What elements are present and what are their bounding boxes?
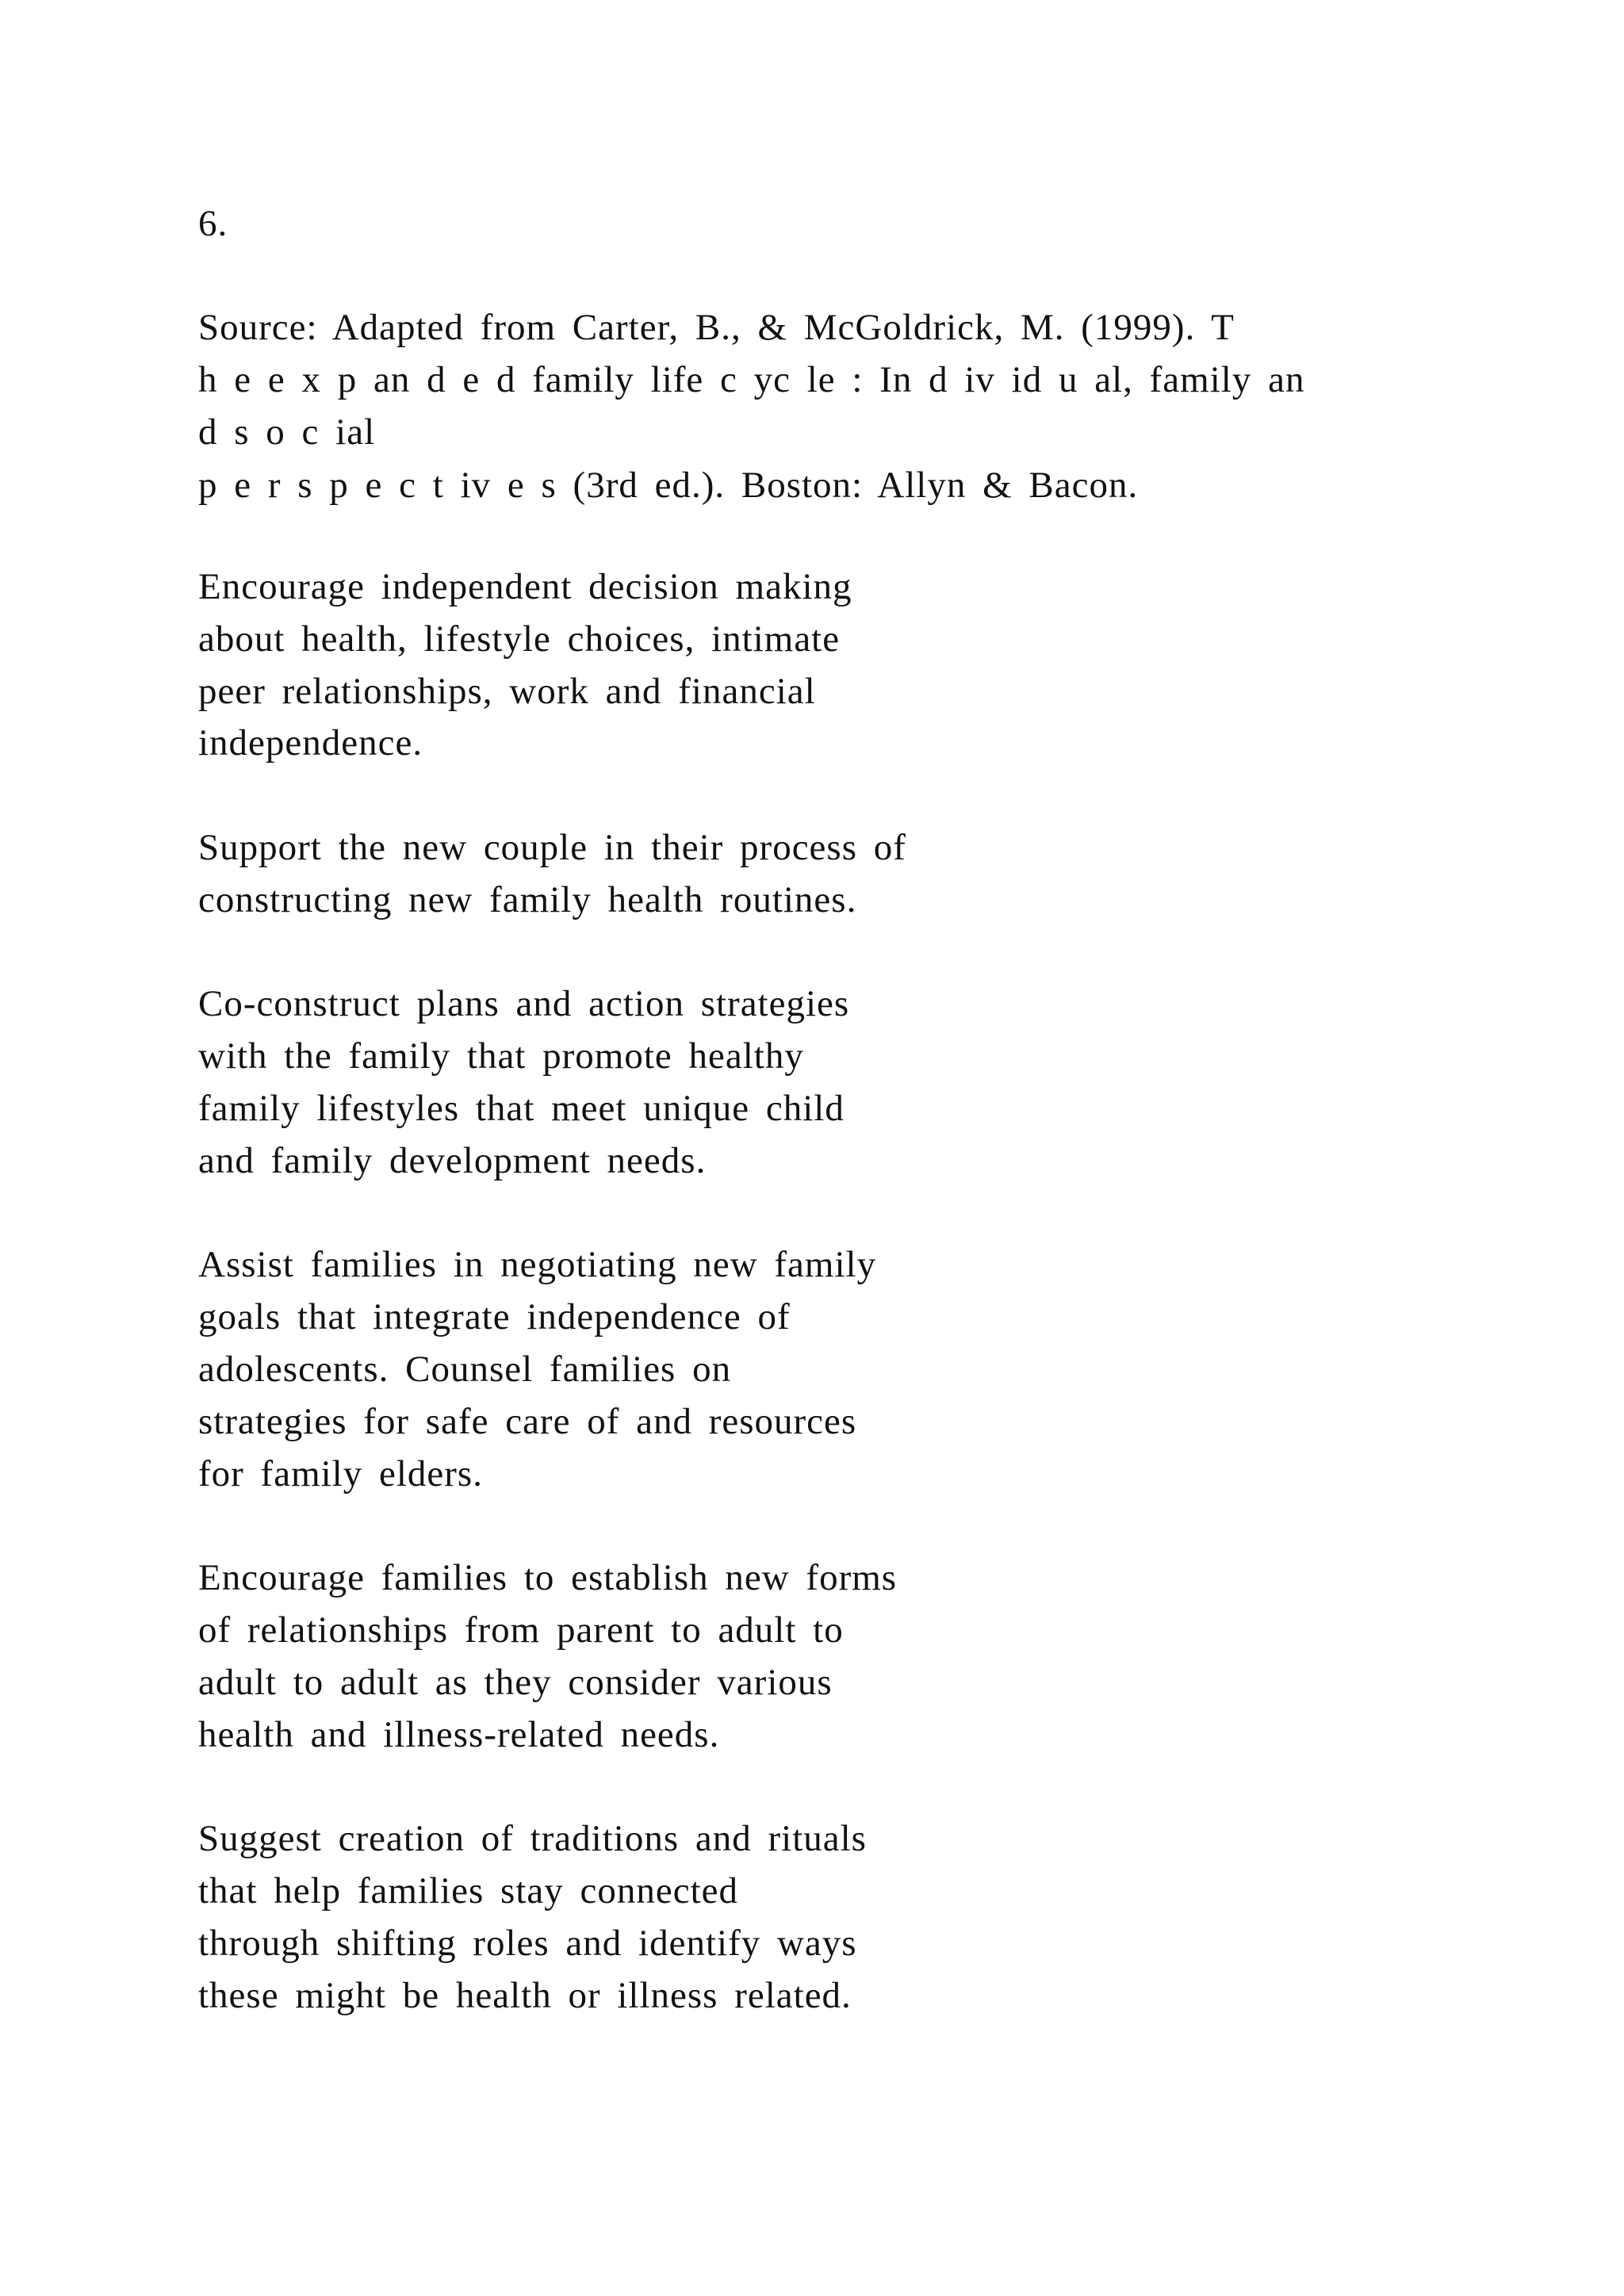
paragraph-line: Encourage independent decision making — [198, 566, 852, 607]
paragraph-line: health and illness-related needs. — [198, 1714, 720, 1755]
paragraph-line: Encourage families to establish new forms — [198, 1557, 898, 1598]
paragraph-line: about health, lifestyle choices, intimate — [198, 618, 841, 660]
source-line-3: d s o c ial — [198, 411, 376, 453]
paragraph-line: Assist families in negotiating new family — [198, 1244, 877, 1285]
source-line-2: h e e x p an d e d family life c yc le : In d iv id u al, family an — [198, 359, 1305, 400]
paragraph-line: with the family that promote healthy — [198, 1035, 804, 1077]
paragraph-line: constructing new family health routines. — [198, 879, 857, 920]
paragraph-line: these might be health or illness related. — [198, 1975, 852, 2016]
page-number: 6. — [198, 203, 228, 244]
paragraph-line: strategies for safe care of and resources — [198, 1401, 857, 1442]
paragraph-line: family lifestyles that meet unique child — [198, 1088, 845, 1129]
paragraph-line: through shifting roles and identify ways — [198, 1923, 857, 1964]
paragraph-line: adolescents. Counsel families on — [198, 1349, 732, 1390]
paragraph-line: Support the new couple in their process of — [198, 827, 906, 868]
paragraph-line: of relationships from parent to adult to — [198, 1609, 844, 1651]
paragraph-line: and family development needs. — [198, 1140, 707, 1181]
paragraph-line: goals that integrate independence of — [198, 1296, 791, 1337]
source-line-4: p e r s p e c t iv e s (3rd ed.). Boston: Allyn & Bacon. — [198, 465, 1139, 506]
paragraph-line: independence. — [198, 722, 423, 763]
paragraph-line: for family elders. — [198, 1453, 483, 1494]
paragraph-line: Suggest creation of traditions and rituals — [198, 1818, 867, 1859]
paragraph-line: that help families stay connected — [198, 1870, 739, 1911]
source-line-1: Source: Adapted from Carter, B., & McGoldrick, M. (1999). T — [198, 307, 1235, 348]
paragraph-line: adult to adult as they consider various — [198, 1662, 833, 1703]
paragraph-line: peer relationships, work and financial — [198, 671, 816, 712]
paragraph-line: Co-construct plans and action strategies — [198, 983, 850, 1024]
